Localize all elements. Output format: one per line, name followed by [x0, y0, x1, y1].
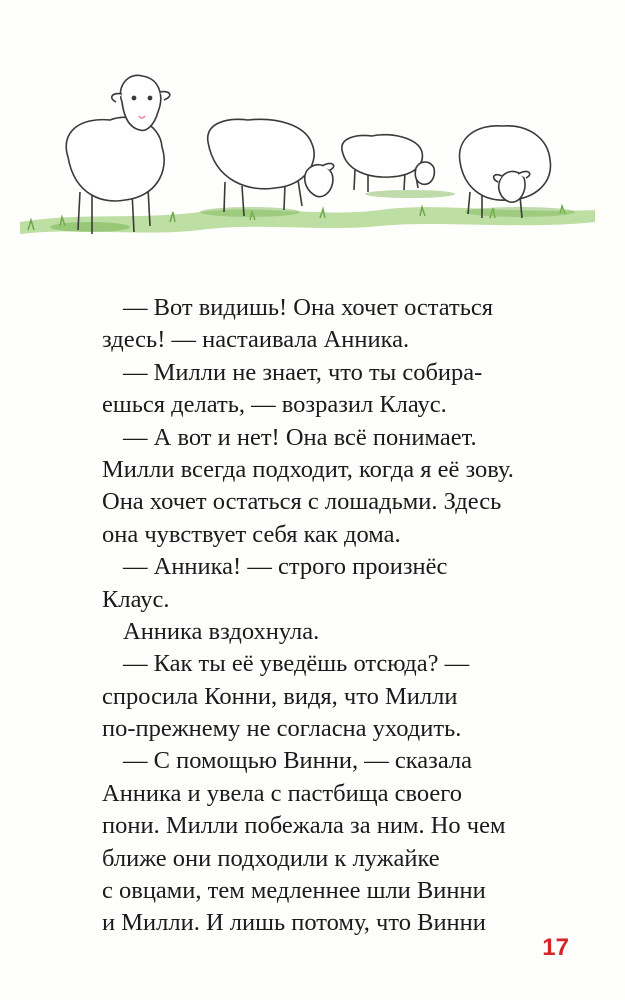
text-line: спросила Конни, видя, что Милли — [102, 682, 458, 710]
text-line: и Милли. И лишь потому, что Винни — [102, 909, 486, 937]
text-line: Милли всегда подходит, когда я её зову. — [102, 455, 514, 483]
story-text — [102, 292, 572, 940]
sheep-small-grazing — [342, 135, 435, 192]
text-line: она чувствует себя как дома. — [102, 520, 401, 548]
sheep-grazing-illustration — [20, 62, 595, 252]
text-line: ешься делать, — возразил Клаус. — [102, 391, 447, 419]
text-line: Анника вздохнула. — [123, 617, 320, 645]
text-line: здесь! — настаивала Анника. — [102, 326, 410, 354]
text-line: — Милли не знает, что ты собира- — [123, 358, 483, 386]
text-line: по-прежнему не согласна уходить. — [102, 715, 462, 743]
text-line: — С помощью Винни, — сказала — [123, 747, 473, 775]
text-line: с овцами, тем медленнее шли Винни — [102, 877, 486, 905]
text-line: Она хочет остаться с лошадьми. Здесь — [102, 488, 502, 516]
page-number: 17 — [542, 934, 569, 961]
sheep-grazing — [208, 119, 334, 216]
text-line: ближе они подходили к лужайке — [102, 844, 440, 872]
sheep-grazing-right — [460, 126, 551, 218]
text-line: — Как ты её уведёшь отсюда? — — [123, 650, 470, 678]
text-line: Анника и увела с пастбища своего — [102, 779, 462, 807]
text-line: — Вот видишь! Она хочет остаться — [123, 294, 494, 321]
text-line: пони. Милли побежала за ним. Но чем — [102, 812, 506, 840]
text-line: — Анника! — строго произнёс — [123, 553, 448, 581]
text-line: — А вот и нет! Она всё понимает. — [123, 423, 477, 451]
text-line: Клаус. — [102, 585, 170, 613]
sheep-standing — [66, 75, 170, 234]
